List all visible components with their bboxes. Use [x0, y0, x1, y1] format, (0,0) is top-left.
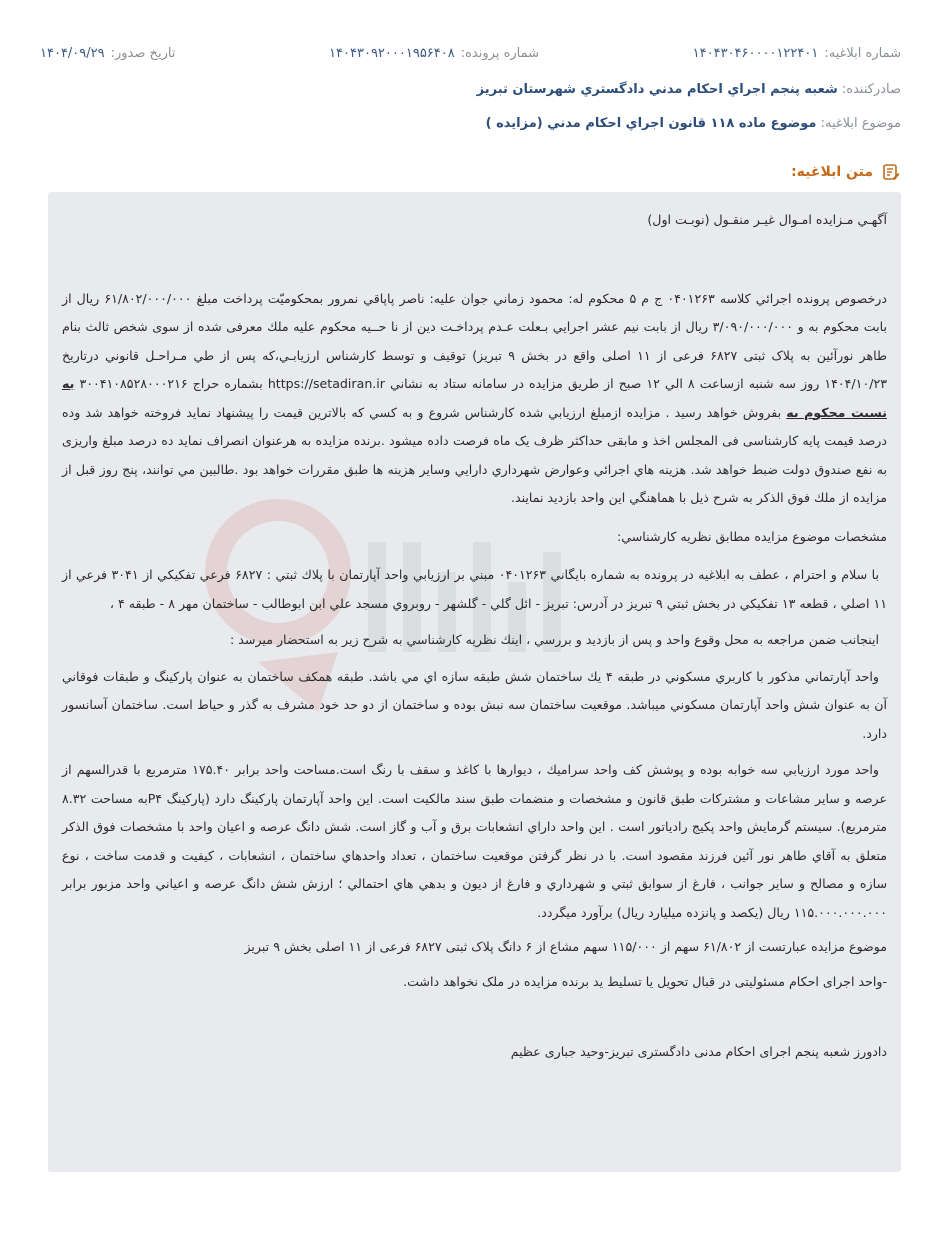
case-number-value: ۱۴۰۴۳۰۹۲۰۰۰۱۹۵۶۴۰۸ [329, 46, 455, 61]
case-number-label: شماره پرونده: [460, 46, 540, 61]
notice-meta-row [40, 46, 901, 61]
specs-heading: مشخصات موضوع مزايده مطابق نظريه كارشناسي: [617, 528, 887, 544]
auction-title: آگهـي مـزايده امـوال غيـر منقـول (نوبـت اول) [647, 212, 887, 227]
subject-label: موضوع ابلاغیه: [820, 116, 901, 131]
notice-number-label: شماره ابلاغیه: [824, 46, 901, 61]
subject-line [40, 116, 901, 131]
case-paragraph [62, 285, 887, 513]
building-description-paragraph: واحد آپارتماني مذكور با كاربري مسكوني در طبقه ۴ يك ساختمان شش طبقه سازه اي مي باشد. طبقه همكف ساختمان به عنوان پاركينگ و طبقات فوقاني آن به عنوان شش واحد آپارتمان مسكوني ميباشد. موقعيت ساختمان سه نبش بوده و ساختمان از دو حد خود مشرف به گذر و حياط است. ساختمان آسانسور دارد. [62, 668, 887, 741]
signature-line: دادورز شعبه پنجم اجرای احکام مدنی دادگستری تبریز-وحید جباری عظیم [510, 1044, 887, 1059]
case-paragraph-part-b: بفروش خواهد رسيد . مزايده ازمبلغ ارزيابي شده كارشناس شروع و به كسي كه بالاترين قيمت را پيشنهاد نمايد فروخته خواهد شد وده درصد قيمت پايه كارشناسی فی المجلس اخذ و مابقی حداکثر ظرف یک ماه فرصت داده ميشود .برنده مزايده به هرعنوان انصراف نمايد ده درصد مبلغ واريزی به نفع صندوق دولت ضبط خواهد شد. هزينه هاي اجرائي وعوارض شهرداري دارايي وساير هزينه ها طبق مقررات خواهد بود .طالبين مي توانند، پنج روز قبل از مزايده از ملك فوق الذكر به شرح ذيل با هماهنگي اين واحد بازديد نمايند. [62, 404, 887, 505]
unit-description-paragraph: واحد مورد ارزيابي سه خوابه بوده و پوشش كف واحد سراميك ، ديوارها با كاغذ و سقف با رنگ است.مساحت واحد برابر ۱۷۵.۴۰ مترمربع با قدرالسهم از عرصه و ساير مشاعات و مشتركات طبق قانون و مشخصات و منضمات طبق سند مالكيت است. اين واحد آپارتمان پاركينگ دارد (پاركينگ P۴به مساحت ۸.۳۲ مترمربع). سيستم گرمايش واحد پكيج رادياتور است . اين واحد داراي انشعابات برق و آب و گاز است. شش دانگ عرصه و اعيان واحد با مشخصات فوق الذكر متعلق به آقاي طاهر نور آئين فرزند مقصود است. با در نظر گرفتن موقعيت ساختمان ، تعداد واحدهاي ساختمان ، انشعابات ، كيفيت و قدمت ساخت ، نوع سازه و مصالح و ساير جوانب ، فارغ از سوابق ثبتي و شهرداري و فارغ از ديون و بدهي هاي احتمالي ؛ ارزش شش دانگ عرصه و اعياني واحد مزبور برابر ۱۱۵.۰۰۰.۰۰۰.۰۰۰ ريال (يكصد و پانزده ميلیارد ريال) برآورد ميگردد. [62, 762, 888, 920]
auction-subject-paragraph: موضوع مزايده عبارتست از ۶۱/۸۰۲ سهم از ۱۱۵/۰۰۰ سهم مشاع از ۶ دانگ پلاک ثبتی ۶۸۲۷ فرعی از ۱۱ اصلی بخش ۹ تبريز [244, 939, 887, 954]
issuer-value: شعبه پنجم اجراي احكام مدني دادگستري شهرستان تبريز [476, 82, 838, 97]
case-paragraph-underlined: به نسبت محکوم به [62, 376, 887, 420]
issuer-label: صادرکننده: [841, 82, 901, 97]
issue-date [40, 46, 175, 61]
issue-date-value: ۱۴۰۴/۰۹/۲۹ [40, 46, 105, 61]
notice-text-heading [791, 162, 901, 182]
case-paragraph-part-a: درخصوص پرونده اجرائي كلاسه ۰۴۰۱۲۶۳ ج م ۵ محكوم له: محمود زماني جوان عليه: ناصر پاپاقي نمرور بمحكوميّت پرداخت مبلغ ۶۱/۸۰۲/۰۰۰/۰۰۰ ريال از بابت محكوم به و ۳/۰۹۰/۰۰۰/۰۰۰ ريال از بابت نيم عشر اجرايي بـعلت عـدم پرداخـت دين از نا حــيه محكوم عليه ملك معرفی شده از سوی شخص ثالث بنام طاهر نورآئين به پلاک ثبتی ۶۸۲۷ فرعی از ۱۱ اصلی واقع در بخش ۹ تبريز) توقيف و توسط كارشناس ارزيابـي،كه پس از طي مـراحـل قانوني درتاريخ ۱۴۰۴/۱۰/۲۳ روز سه شنبه ازساعت ۸ الي ۱۲ صبح از طريق مزايده در سامانه ستاد به نشاني https://setadiran.ir بشماره حراج ۳۰۰۴۱۰۸۵۲۸۰۰۰۲۱۶ [62, 290, 888, 391]
issuer-line [40, 82, 901, 97]
notice-content-box [48, 192, 901, 1172]
case-number [329, 46, 539, 61]
notice-number-value: ۱۴۰۴۳۰۴۶۰۰۰۰۱۲۲۴۰۱ [692, 46, 819, 61]
disclaimer-paragraph: -واحد اجرای احکام مسئولیتی در قبال تحویل یا تسلیط ید برنده مزایده در ملک نخواهد داشت. [403, 973, 887, 989]
notice-number [693, 46, 901, 61]
note-edit-icon [881, 162, 901, 182]
issue-date-label: تاریخ صدور: [110, 46, 176, 61]
subject-value: موضوع ماده ۱۱۸ قانون اجراي احكام مدني (مزايده ) [485, 116, 817, 131]
expert-intro-paragraph: اينجانب ضمن مراجعه به محل وقوع واحد و پس از بازديد و بررسي ، اينك نظريه كارشناسي به شرح زير به استحضار ميرسد : [230, 632, 879, 647]
expert-greeting-paragraph: با سلام و احترام ، عطف به ابلاغيه در پرونده به شماره بايگاني ۰۴۰۱۲۶۳ مبني بر ارزيابي واحد آپارتمان با پلاك ثبتي : ۶۸۲۷ فرعي تفكيكي از ۳۰۴۱ فرعي از ۱۱ اصلي ، قطعه ۱۳ تفكيكي در بخش ثبتي ۹ تبريز در آدرس: تبريز - ائل گلي - گلشهر - روبروي مسجد علي ابن ابوطالب - ساختمان مهر ۸ - طبقه ۴ ، [62, 567, 887, 611]
notice-text-title: متن ابلاغیه: [791, 164, 873, 180]
